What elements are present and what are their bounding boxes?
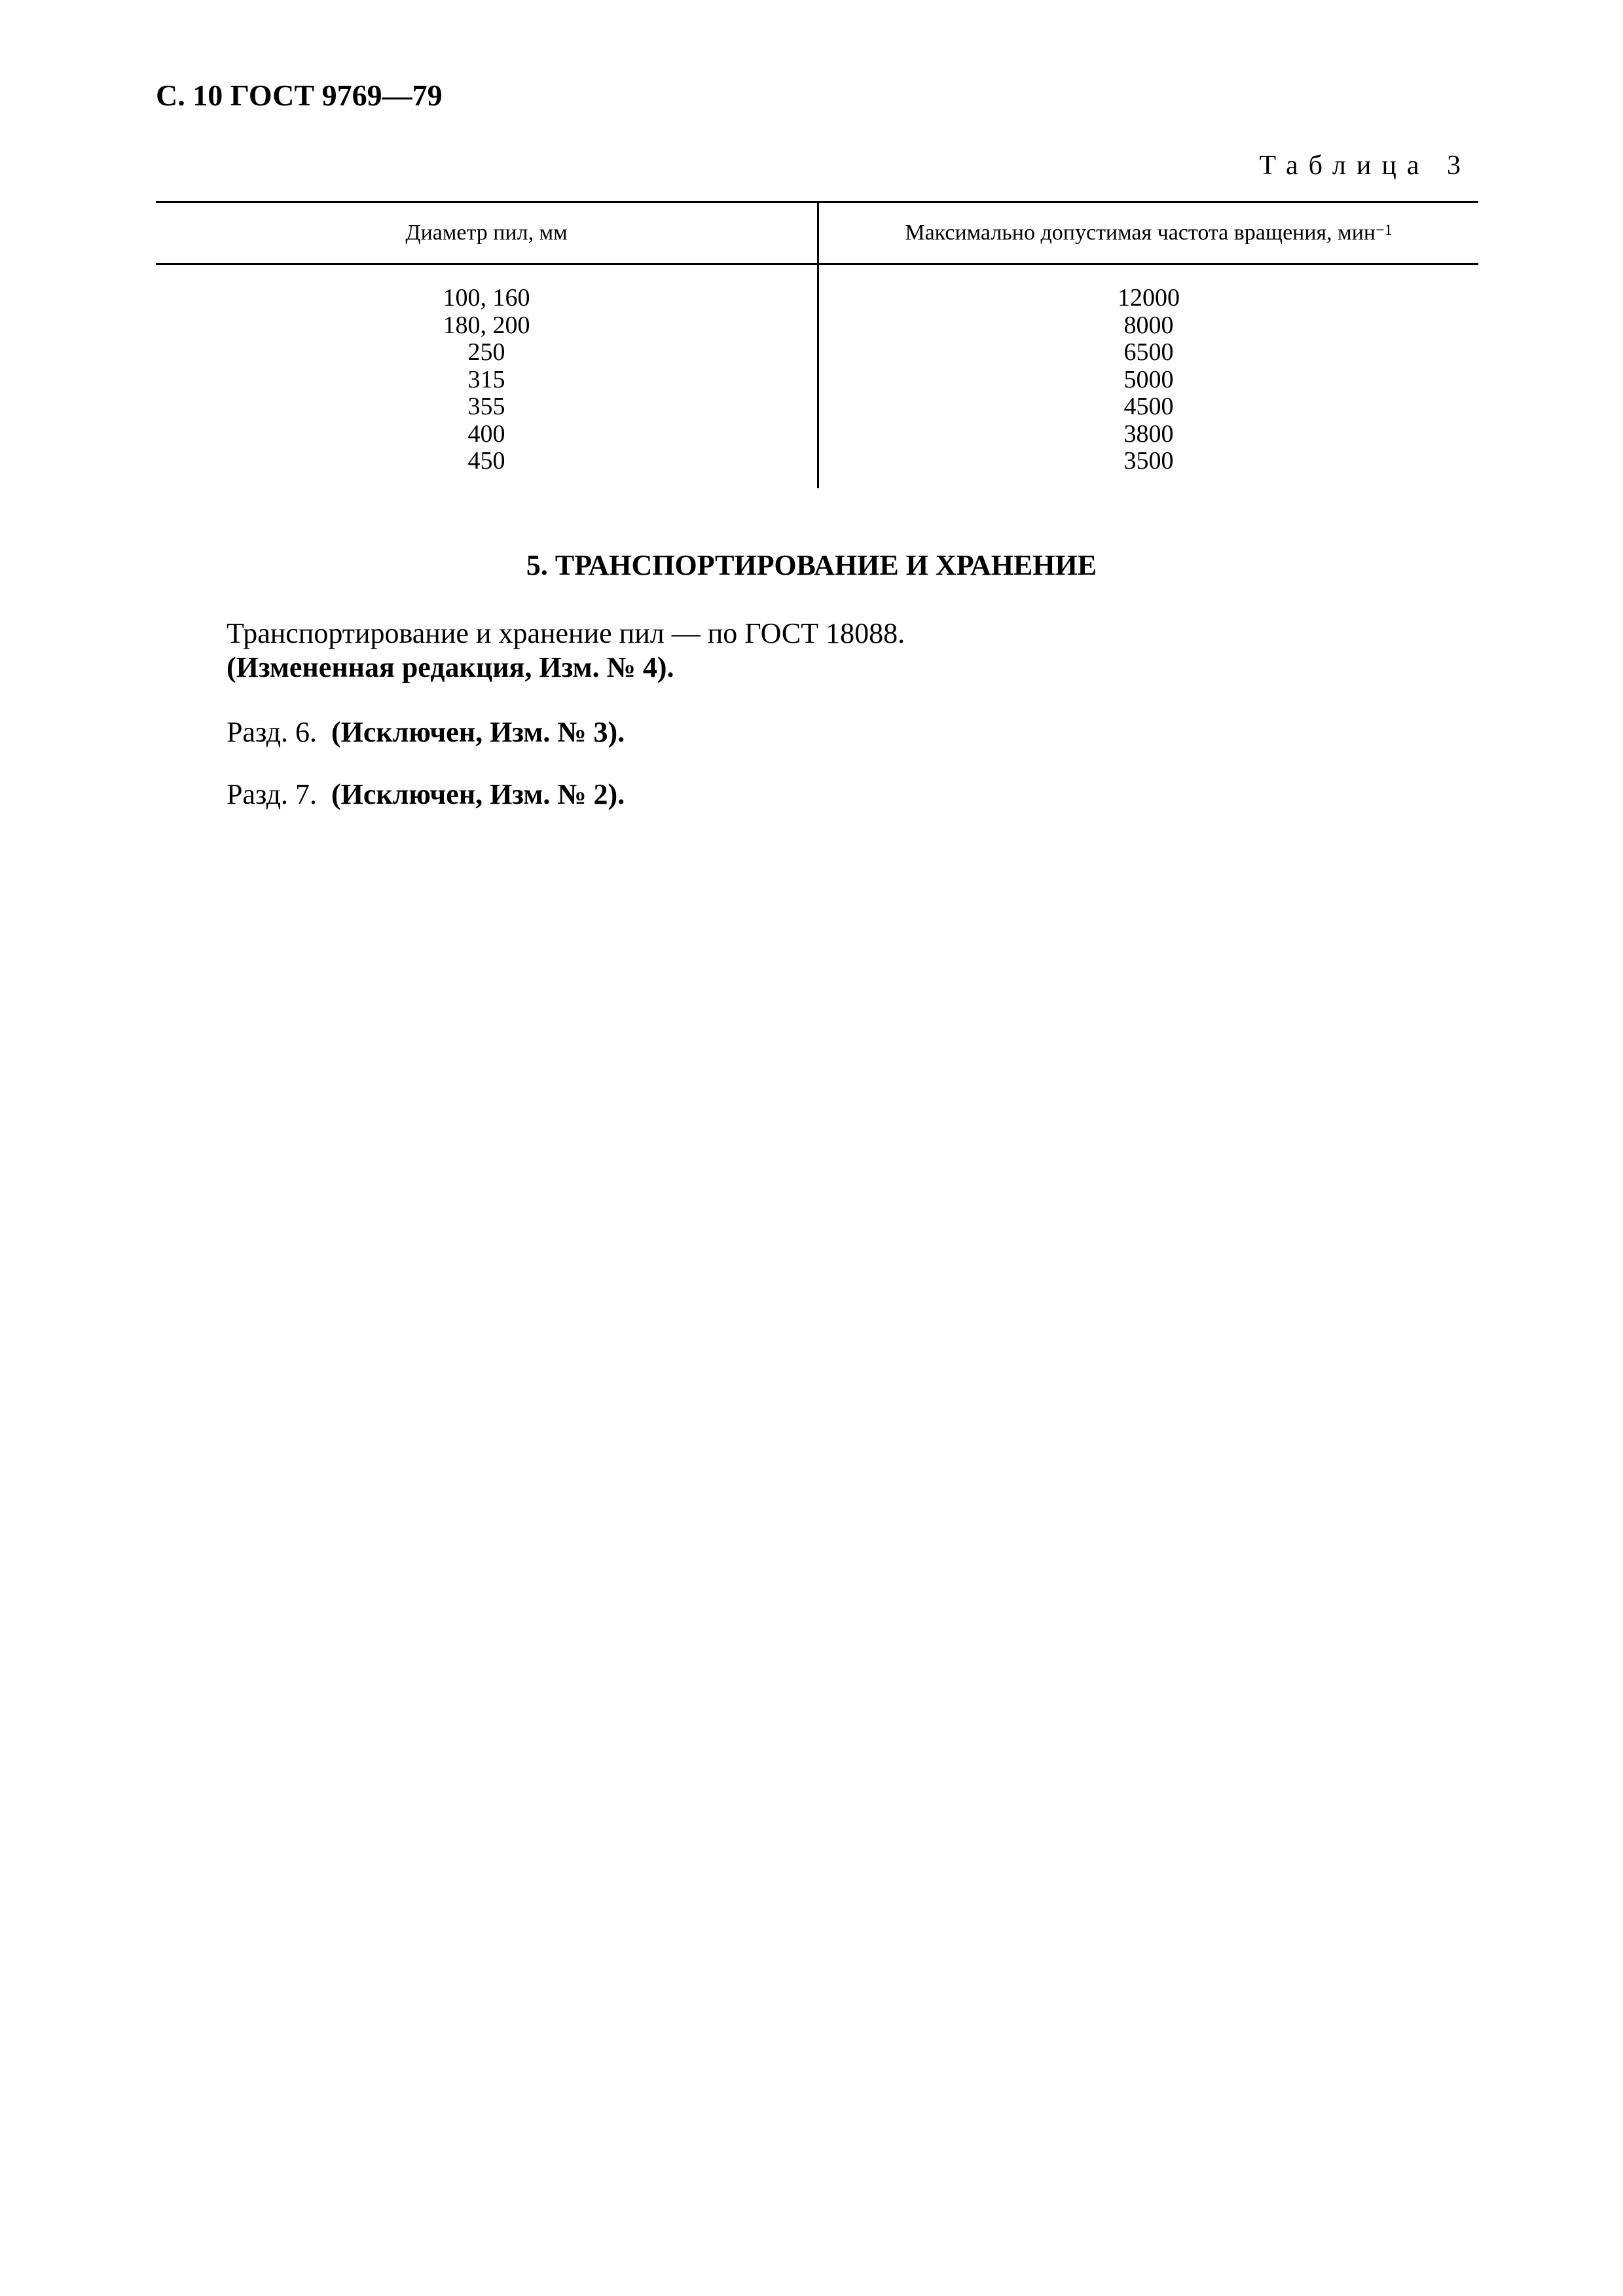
speed-cell: 5000 xyxy=(1123,365,1174,393)
speed-cell: 3500 xyxy=(1123,447,1174,475)
column-header-speed-label: Максимально допустимая частота вращения, мин xyxy=(905,220,1376,245)
section-5-title: 5. ТРАНСПОРТИРОВАНИЕ И ХРАНЕНИЕ xyxy=(526,549,1097,581)
speed-column xyxy=(819,265,1478,488)
diameter-cell: 180, 200 xyxy=(443,311,530,339)
diameter-cell: 250 xyxy=(467,338,505,366)
speed-cell: 3800 xyxy=(1123,420,1174,448)
section-5-text: Транспортирование и хранение пил — по ГОСТ 18088. xyxy=(227,617,905,649)
table-header-row xyxy=(156,201,1478,265)
diameter-cell: 450 xyxy=(467,447,505,475)
speed-cell: 8000 xyxy=(1123,311,1174,339)
speed-cell: 12000 xyxy=(1118,284,1180,312)
diameter-cell: 400 xyxy=(467,420,505,448)
column-header-diameter xyxy=(156,203,819,263)
note-section-6 xyxy=(227,715,625,750)
column-header-speed xyxy=(819,203,1478,263)
section-5-amendment: (Измененная редакция, Изм. № 4). xyxy=(227,651,674,683)
note-section-6-status: (Исключен, Изм. № 3). xyxy=(331,716,625,748)
diameter-cell: 100, 160 xyxy=(443,284,530,312)
diameter-column xyxy=(156,265,819,488)
note-section-7 xyxy=(227,778,625,812)
page-header: С. 10 ГОСТ 9769—79 xyxy=(156,79,443,112)
speed-table xyxy=(156,201,1478,488)
note-section-7-label: Разд. 7. xyxy=(227,778,317,810)
table-body xyxy=(156,265,1478,488)
diameter-cell: 315 xyxy=(467,365,505,393)
note-section-7-status: (Исключен, Изм. № 2). xyxy=(331,778,625,810)
note-section-6-label: Разд. 6. xyxy=(227,716,317,748)
column-header-diameter-label: Диаметр пил, мм xyxy=(405,220,568,245)
speed-cell: 6500 xyxy=(1123,338,1174,366)
diameter-cell: 355 xyxy=(467,393,505,420)
table-caption: Таблица 3 xyxy=(1259,151,1471,181)
column-header-speed-exponent: −1 xyxy=(1376,221,1393,239)
speed-cell: 4500 xyxy=(1123,393,1174,420)
